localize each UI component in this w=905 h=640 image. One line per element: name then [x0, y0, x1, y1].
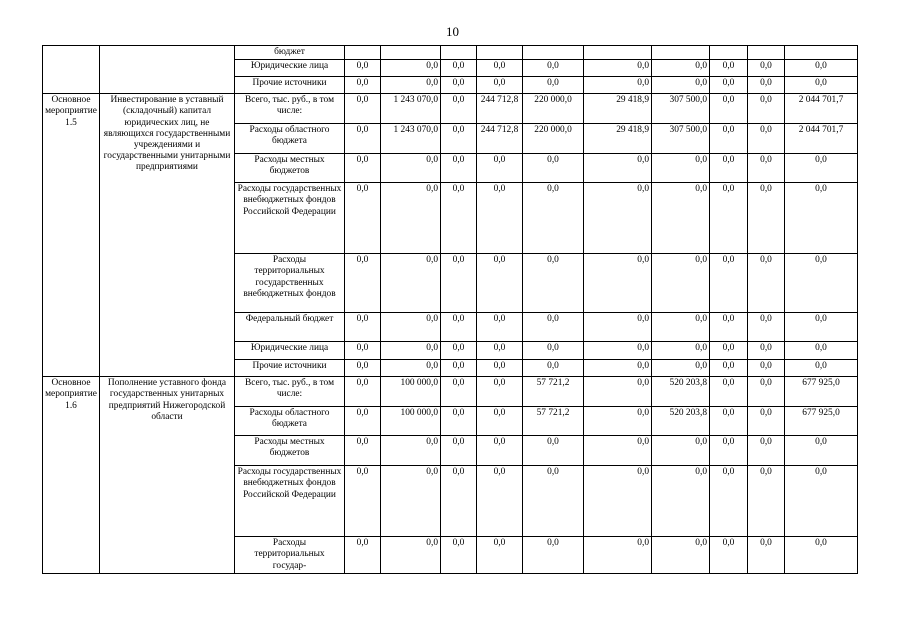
source-cell: Расходы территориальных государственных внебюджетных фондов	[235, 254, 345, 313]
value-cell: 0,0	[584, 342, 652, 360]
value-cell: 0,0	[381, 254, 441, 313]
value-cell: 0,0	[477, 407, 523, 436]
value-cell: 0,0	[584, 466, 652, 537]
value-cell: 0,0	[441, 360, 477, 377]
source-cell: Всего, тыс. руб., в том числе:	[235, 377, 345, 407]
value-cell: 0,0	[785, 154, 858, 183]
value-cell: 0,0	[477, 377, 523, 407]
source-cell: Расходы областного бюджета	[235, 124, 345, 154]
value-cell: 0,0	[584, 313, 652, 342]
value-cell: 0,0	[345, 342, 381, 360]
value-cell: 0,0	[523, 360, 584, 377]
source-cell: Расходы государственных внебюджетных фондов Российской Федерации	[235, 183, 345, 254]
value-cell: 0,0	[748, 407, 785, 436]
value-cell: 0,0	[748, 60, 785, 77]
value-cell: 0,0	[710, 94, 748, 124]
value-cell: 220 000,0	[523, 124, 584, 154]
value-cell: 0,0	[441, 77, 477, 94]
value-cell: 0,0	[748, 313, 785, 342]
value-cell: 0,0	[381, 77, 441, 94]
value-cell: 0,0	[381, 342, 441, 360]
value-cell: 0,0	[748, 124, 785, 154]
value-cell	[345, 46, 381, 60]
value-cell: 0,0	[477, 360, 523, 377]
budget-table	[42, 45, 858, 574]
value-cell: 29 418,9	[584, 124, 652, 154]
description-cell: Пополнение уставного фонда государственных унитарных предприятий Нижегородской области	[100, 377, 235, 574]
value-cell: 57 721,2	[523, 377, 584, 407]
value-cell	[381, 46, 441, 60]
value-cell: 0,0	[381, 154, 441, 183]
value-cell: 0,0	[584, 407, 652, 436]
value-cell: 0,0	[748, 466, 785, 537]
value-cell: 0,0	[652, 313, 710, 342]
value-cell: 0,0	[441, 183, 477, 254]
value-cell: 0,0	[381, 183, 441, 254]
source-cell: Расходы государственных внебюджетных фондов Российской Федерации	[235, 466, 345, 537]
value-cell: 0,0	[345, 254, 381, 313]
source-cell: бюджет	[235, 46, 345, 60]
event-cell	[43, 46, 100, 94]
source-cell: Расходы областного бюджета	[235, 407, 345, 436]
value-cell: 0,0	[652, 183, 710, 254]
value-cell: 0,0	[710, 466, 748, 537]
value-cell: 0,0	[785, 342, 858, 360]
value-cell: 0,0	[785, 313, 858, 342]
value-cell: 0,0	[584, 183, 652, 254]
value-cell: 0,0	[441, 254, 477, 313]
value-cell: 0,0	[710, 77, 748, 94]
value-cell: 0,0	[584, 254, 652, 313]
value-cell: 0,0	[710, 60, 748, 77]
value-cell: 0,0	[441, 94, 477, 124]
value-cell: 0,0	[710, 154, 748, 183]
source-cell: Юридические лица	[235, 60, 345, 77]
value-cell: 244 712,8	[477, 94, 523, 124]
value-cell: 0,0	[584, 60, 652, 77]
value-cell	[441, 46, 477, 60]
value-cell: 0,0	[345, 124, 381, 154]
value-cell: 0,0	[710, 537, 748, 574]
value-cell: 0,0	[710, 313, 748, 342]
value-cell: 2 044 701,7	[785, 124, 858, 154]
value-cell: 0,0	[785, 360, 858, 377]
value-cell: 0,0	[381, 537, 441, 574]
value-cell: 0,0	[441, 154, 477, 183]
value-cell: 0,0	[381, 360, 441, 377]
value-cell: 0,0	[441, 407, 477, 436]
source-cell: Расходы местных бюджетов	[235, 436, 345, 466]
value-cell	[652, 46, 710, 60]
value-cell: 0,0	[523, 466, 584, 537]
value-cell: 1 243 070,0	[381, 124, 441, 154]
value-cell: 0,0	[523, 154, 584, 183]
value-cell: 0,0	[345, 466, 381, 537]
value-cell: 0,0	[584, 436, 652, 466]
value-cell: 0,0	[785, 77, 858, 94]
value-cell: 0,0	[441, 436, 477, 466]
value-cell: 0,0	[785, 60, 858, 77]
value-cell: 0,0	[652, 254, 710, 313]
value-cell: 0,0	[652, 77, 710, 94]
value-cell: 307 500,0	[652, 124, 710, 154]
value-cell: 0,0	[785, 254, 858, 313]
event-cell: Основное мероприятие 1.6	[43, 377, 100, 574]
value-cell: 677 925,0	[785, 377, 858, 407]
value-cell: 0,0	[748, 94, 785, 124]
value-cell: 0,0	[345, 436, 381, 466]
value-cell: 0,0	[477, 154, 523, 183]
value-cell: 0,0	[748, 537, 785, 574]
value-cell: 0,0	[785, 537, 858, 574]
value-cell: 0,0	[523, 537, 584, 574]
value-cell: 0,0	[345, 60, 381, 77]
source-cell: Прочие источники	[235, 360, 345, 377]
value-cell: 29 418,9	[584, 94, 652, 124]
value-cell: 0,0	[345, 537, 381, 574]
value-cell: 0,0	[652, 154, 710, 183]
value-cell: 0,0	[710, 124, 748, 154]
value-cell: 0,0	[748, 254, 785, 313]
value-cell: 1 243 070,0	[381, 94, 441, 124]
value-cell: 0,0	[345, 154, 381, 183]
source-cell: Всего, тыс. руб., в том числе:	[235, 94, 345, 124]
value-cell: 0,0	[477, 436, 523, 466]
value-cell: 0,0	[652, 60, 710, 77]
value-cell: 0,0	[523, 254, 584, 313]
value-cell	[584, 46, 652, 60]
value-cell: 0,0	[345, 94, 381, 124]
value-cell	[748, 46, 785, 60]
value-cell: 0,0	[748, 183, 785, 254]
value-cell: 0,0	[710, 377, 748, 407]
value-cell: 520 203,8	[652, 407, 710, 436]
value-cell: 0,0	[748, 436, 785, 466]
value-cell: 677 925,0	[785, 407, 858, 436]
value-cell: 0,0	[381, 436, 441, 466]
value-cell: 0,0	[523, 77, 584, 94]
table-row	[43, 377, 858, 407]
value-cell: 0,0	[785, 183, 858, 254]
value-cell: 0,0	[584, 377, 652, 407]
value-cell: 0,0	[748, 77, 785, 94]
source-cell: Расходы территориальных государ-	[235, 537, 345, 574]
value-cell: 100 000,0	[381, 377, 441, 407]
value-cell: 0,0	[710, 407, 748, 436]
value-cell: 0,0	[345, 183, 381, 254]
value-cell: 0,0	[477, 77, 523, 94]
value-cell: 100 000,0	[381, 407, 441, 436]
value-cell: 57 721,2	[523, 407, 584, 436]
table-row	[43, 94, 858, 124]
value-cell: 0,0	[441, 466, 477, 537]
value-cell: 0,0	[345, 360, 381, 377]
value-cell: 0,0	[785, 436, 858, 466]
value-cell: 0,0	[477, 183, 523, 254]
value-cell: 0,0	[652, 466, 710, 537]
value-cell: 220 000,0	[523, 94, 584, 124]
source-cell: Прочие источники	[235, 77, 345, 94]
value-cell: 0,0	[441, 313, 477, 342]
value-cell: 0,0	[523, 60, 584, 77]
page-number: 10	[446, 24, 459, 39]
value-cell: 0,0	[584, 154, 652, 183]
value-cell	[710, 46, 748, 60]
value-cell: 0,0	[710, 254, 748, 313]
value-cell	[785, 46, 858, 60]
value-cell: 0,0	[477, 313, 523, 342]
value-cell: 307 500,0	[652, 94, 710, 124]
value-cell: 2 044 701,7	[785, 94, 858, 124]
value-cell: 0,0	[710, 436, 748, 466]
value-cell: 0,0	[748, 360, 785, 377]
value-cell: 0,0	[748, 342, 785, 360]
value-cell: 0,0	[710, 360, 748, 377]
value-cell: 0,0	[748, 154, 785, 183]
value-cell: 0,0	[381, 466, 441, 537]
value-cell: 0,0	[441, 342, 477, 360]
value-cell: 0,0	[652, 537, 710, 574]
value-cell: 0,0	[584, 77, 652, 94]
description-cell: Инвестирование в уставный (складочный) капитал юридических лиц, не являющихся государственными учреждениями и государственными унитарными предприятиями	[100, 94, 235, 377]
value-cell: 0,0	[441, 124, 477, 154]
event-cell: Основное мероприятие 1.5	[43, 94, 100, 377]
value-cell: 0,0	[345, 377, 381, 407]
value-cell: 0,0	[441, 377, 477, 407]
value-cell: 0,0	[523, 183, 584, 254]
value-cell: 0,0	[523, 342, 584, 360]
value-cell: 0,0	[441, 537, 477, 574]
value-cell: 0,0	[441, 60, 477, 77]
source-cell: Расходы местных бюджетов	[235, 154, 345, 183]
value-cell: 0,0	[652, 436, 710, 466]
value-cell: 520 203,8	[652, 377, 710, 407]
value-cell: 0,0	[785, 466, 858, 537]
value-cell: 0,0	[652, 360, 710, 377]
source-cell: Федеральный бюджет	[235, 313, 345, 342]
value-cell: 0,0	[345, 77, 381, 94]
value-cell: 0,0	[477, 254, 523, 313]
description-cell	[100, 46, 235, 94]
value-cell: 0,0	[523, 436, 584, 466]
value-cell: 0,0	[710, 183, 748, 254]
value-cell: 0,0	[523, 313, 584, 342]
value-cell: 0,0	[477, 466, 523, 537]
source-cell: Юридические лица	[235, 342, 345, 360]
value-cell: 0,0	[652, 342, 710, 360]
value-cell: 0,0	[477, 342, 523, 360]
value-cell: 0,0	[748, 377, 785, 407]
value-cell: 0,0	[710, 342, 748, 360]
value-cell: 0,0	[345, 407, 381, 436]
value-cell: 0,0	[381, 60, 441, 77]
value-cell: 244 712,8	[477, 124, 523, 154]
value-cell: 0,0	[345, 313, 381, 342]
value-cell: 0,0	[584, 360, 652, 377]
value-cell: 0,0	[584, 537, 652, 574]
value-cell: 0,0	[477, 60, 523, 77]
value-cell: 0,0	[477, 537, 523, 574]
table-row	[43, 46, 858, 60]
value-cell	[523, 46, 584, 60]
value-cell	[477, 46, 523, 60]
value-cell: 0,0	[381, 313, 441, 342]
